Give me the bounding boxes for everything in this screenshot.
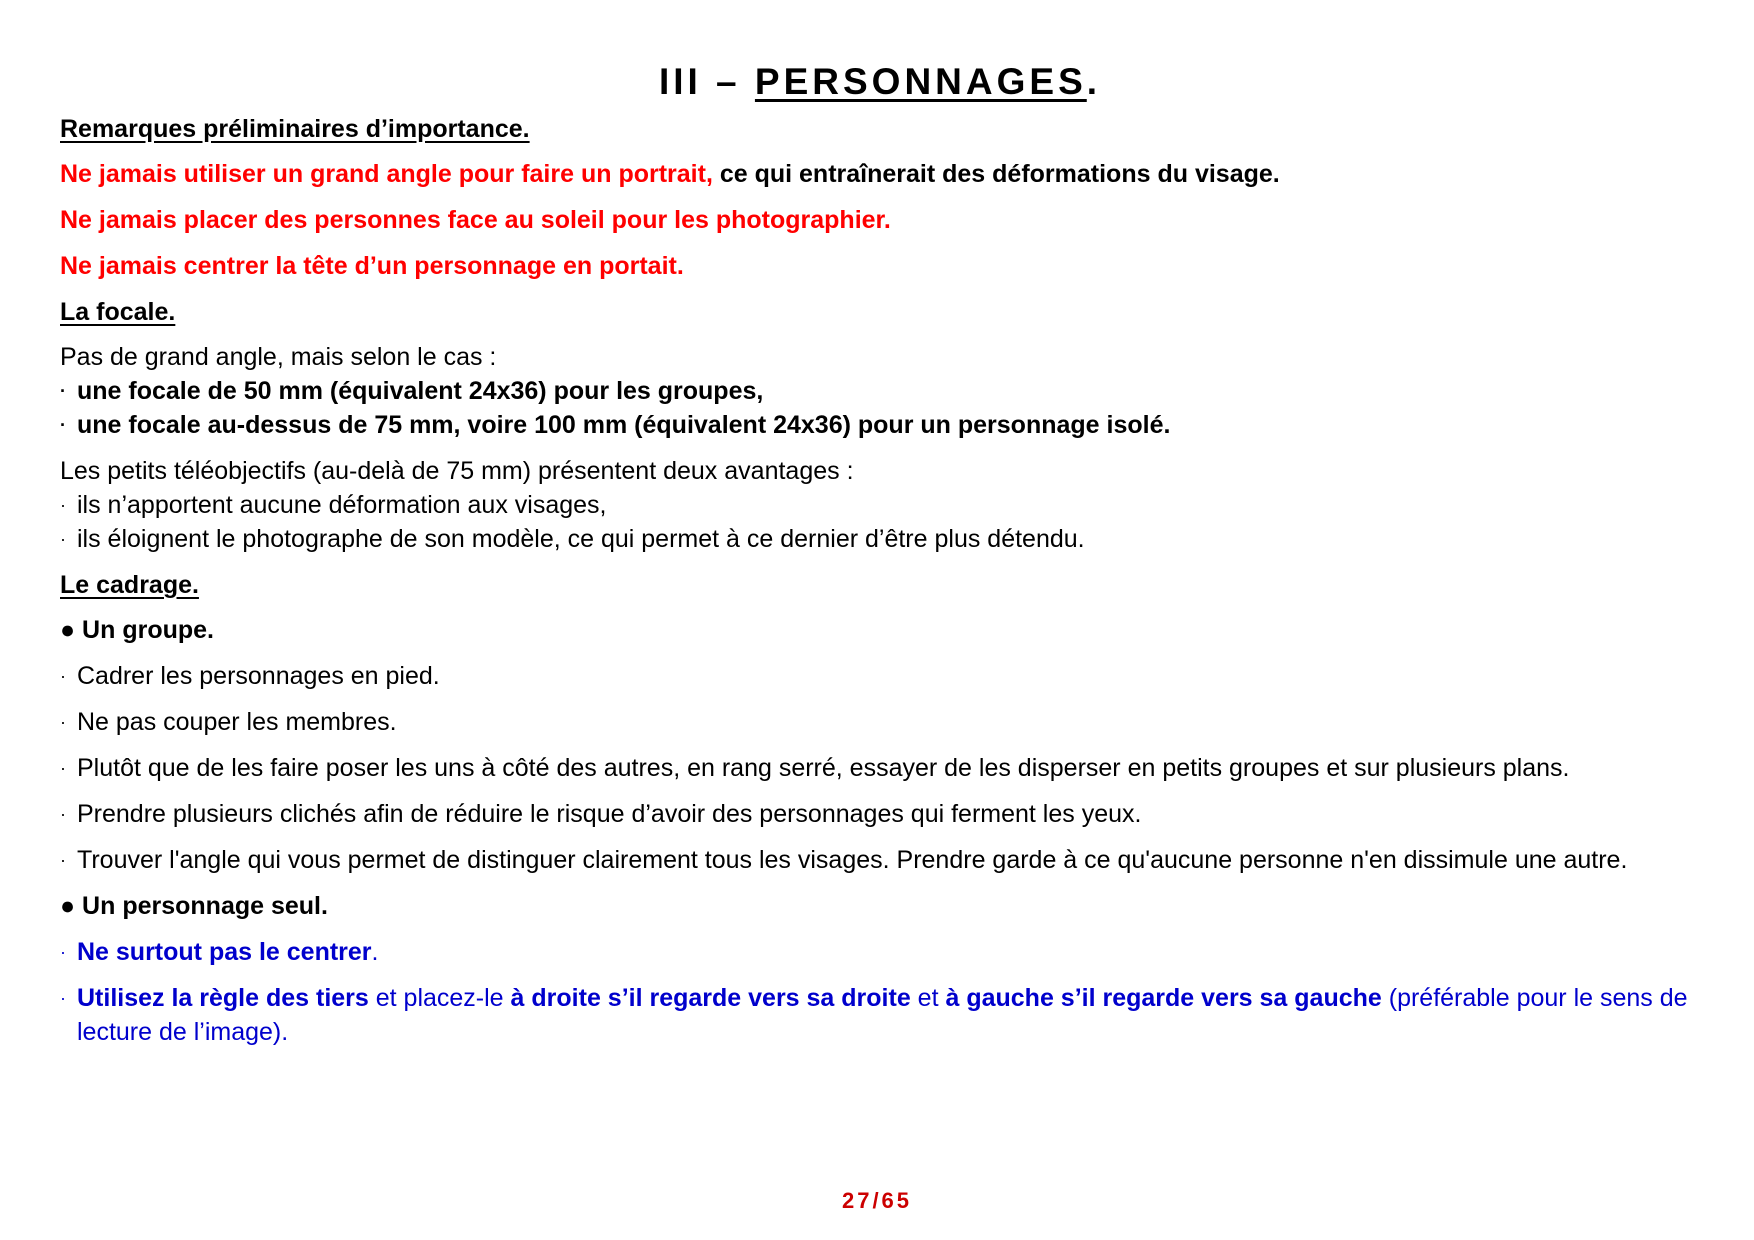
list-item xyxy=(60,981,1700,1049)
focale-heading: La focale. xyxy=(60,298,176,326)
title-suffix: . xyxy=(1086,61,1102,102)
groupe-list xyxy=(60,659,1700,877)
remarque-1-red: Ne jamais utiliser un grand angle pour faire un portrait, xyxy=(60,160,720,188)
teleobjectifs-list xyxy=(60,488,1700,556)
seul-item-2-part4: et xyxy=(910,984,946,1012)
remarques-heading: Remarques préliminaires d’importance. xyxy=(60,115,530,143)
seul-item-2-part3: à droite s’il regarde vers sa droite xyxy=(510,984,911,1012)
title-main: PERSONNAGES xyxy=(754,61,1087,102)
teleobjectifs-intro: Les petits téléobjectifs (au-delà de 75 mm) présentent deux avantages : xyxy=(60,457,854,485)
list-item: · Trouver l'angle qui vous permet de distinguer clairement tous les visages. Prendre garde à ce qu'aucune personne n'en dissimule une autre. xyxy=(60,843,1700,877)
focale-intro: Pas de grand angle, mais selon le cas : xyxy=(60,343,497,371)
cadrage-heading: Le cadrage. xyxy=(60,571,199,599)
seul-list xyxy=(60,935,1700,1049)
page-number: 27/65 xyxy=(841,1188,913,1213)
seul-subheading: ● Un personnage seul. xyxy=(60,892,328,920)
remarque-2: Ne jamais placer des personnes face au soleil pour les photographier. xyxy=(60,206,891,234)
document-page xyxy=(60,60,1700,1061)
list-item xyxy=(60,935,1700,969)
seul-item-1-bold: Ne surtout pas le centrer xyxy=(77,938,372,966)
list-item: · ils n’apportent aucune déformation aux visages, xyxy=(60,488,1700,522)
list-item: · ils éloignent le photographe de son modèle, ce qui permet à ce dernier d’être plus détendu. xyxy=(60,522,1700,556)
remarque-1 xyxy=(60,157,1700,191)
remarque-3: Ne jamais centrer la tête d’un personnage en portait. xyxy=(60,252,684,280)
groupe-subheading: ● Un groupe. xyxy=(60,616,214,644)
list-item: · Plutôt que de les faire poser les uns à côté des autres, en rang serré, essayer de les disperser en petits groupes et sur plusieurs plans. xyxy=(60,751,1700,785)
seul-item-2-part6: (préférable pour le sens de lecture de l’image). xyxy=(77,984,1688,1046)
list-item: · Cadrer les personnages en pied. xyxy=(60,659,1700,693)
seul-item-2-part2: et placez-le xyxy=(368,984,511,1012)
seul-item-2-part1: Utilisez la règle des tiers xyxy=(77,984,369,1012)
list-item: · une focale de 50 mm (équivalent 24x36) pour les groupes, xyxy=(60,374,1700,408)
list-item: · Ne pas couper les membres. xyxy=(60,705,1700,739)
focale-list xyxy=(60,374,1700,442)
remarque-1-black: ce qui entraînerait des déformations du visage. xyxy=(719,160,1280,188)
title-prefix: III – xyxy=(658,61,755,102)
page-title xyxy=(60,60,1700,104)
list-item: · Prendre plusieurs clichés afin de réduire le risque d’avoir des personnages qui ferment les yeux. xyxy=(60,797,1700,831)
list-item: · une focale au-dessus de 75 mm, voire 100 mm (équivalent 24x36) pour un personnage isolé. xyxy=(60,408,1700,442)
seul-item-2-part5: à gauche s’il regarde vers sa gauche xyxy=(945,984,1382,1012)
seul-item-1-end: . xyxy=(371,938,379,966)
